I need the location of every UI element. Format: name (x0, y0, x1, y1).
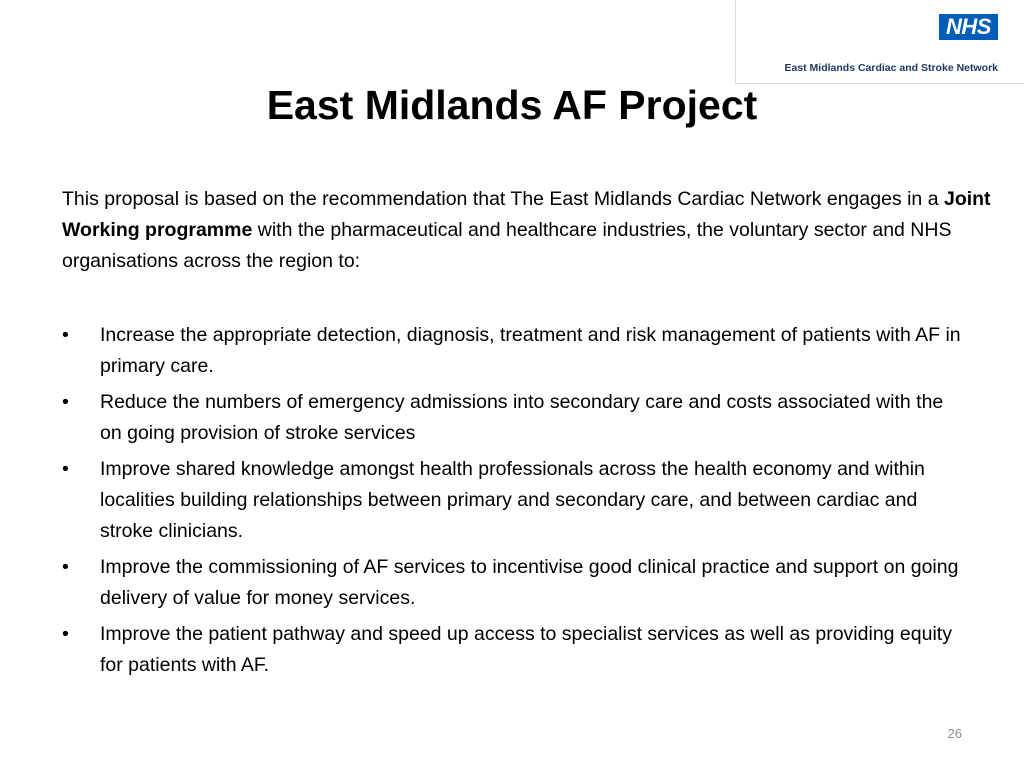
bullet-item (62, 619, 962, 681)
bullet-text: Improve the patient pathway and speed up access to specialist services as well as providing equity for patients with AF. (100, 623, 952, 676)
intro-text-before: This proposal is based on the recommendation that The East Midlands Cardiac Network engages in a (62, 188, 944, 210)
nhs-network-logo (735, 0, 1024, 84)
bullet-dot: • (62, 556, 69, 578)
bullet-list (62, 320, 962, 686)
bullet-dot: • (62, 391, 69, 413)
bullet-text: Improve the commissioning of AF services to incentivise good clinical practice and support on going delivery of value for money services. (100, 556, 959, 609)
bullet-dot: • (62, 324, 69, 346)
intro-paragraph (62, 184, 992, 277)
slide-title: East Midlands AF Project (266, 82, 758, 128)
bullet-dot: • (62, 458, 69, 480)
intro-text-after: with the pharmaceutical and healthcare industries, the voluntary sector and NHS organisations across the region to: (62, 219, 952, 272)
nhs-logo: NHS (939, 14, 998, 40)
intro-bold-text: Joint Working programme (62, 188, 991, 241)
bullet-item (62, 552, 962, 614)
bullet-item (62, 454, 962, 547)
bullet-dot: • (62, 623, 69, 645)
bullet-item (62, 387, 962, 449)
bullet-text: Reduce the numbers of emergency admissions into secondary care and costs associated with the on going provision of stroke services (100, 391, 944, 444)
page-number: 26 (947, 726, 962, 741)
network-name: East Midlands Cardiac and Stroke Network (784, 62, 998, 74)
bullet-text: Increase the appropriate detection, diagnosis, treatment and risk management of patients with AF in primary care. (100, 324, 961, 377)
bullet-item (62, 320, 962, 382)
bullet-text: Improve shared knowledge amongst health professionals across the health economy and within localities building relationships between primary and secondary care, and between cardiac and stroke clinicians. (100, 458, 925, 542)
